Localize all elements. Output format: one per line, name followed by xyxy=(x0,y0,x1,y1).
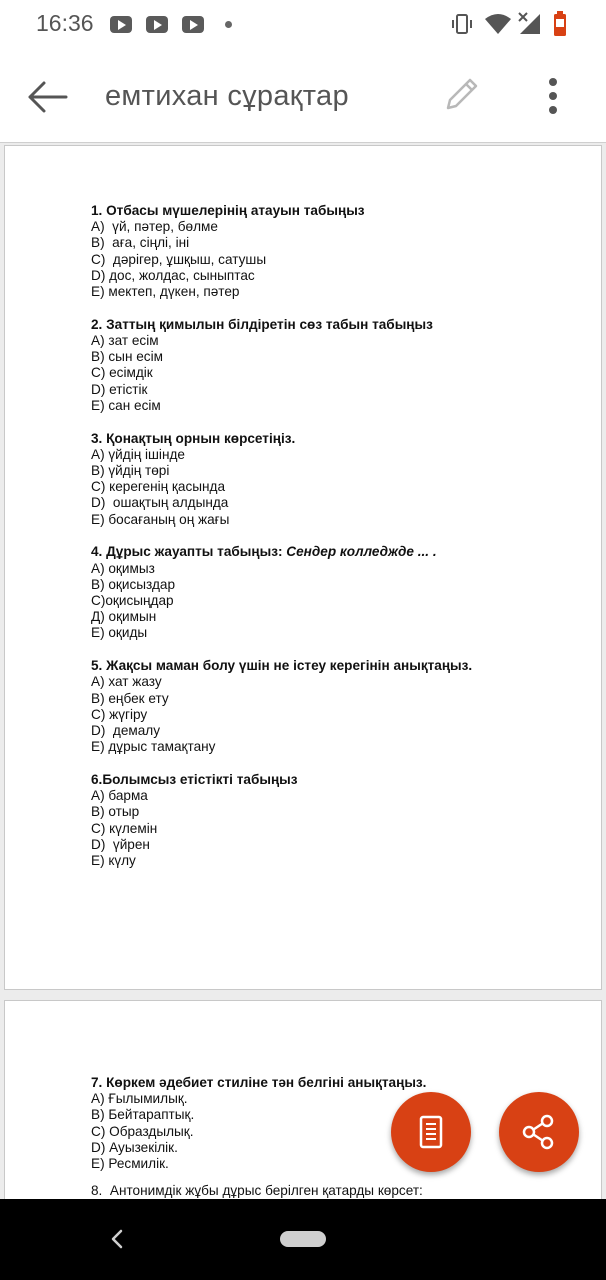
page-title: емтихан сұрақтар xyxy=(105,80,349,112)
answer-option: Е) Ресмилік. xyxy=(91,1156,169,1172)
document-list-button[interactable] xyxy=(391,1092,471,1172)
answer-option: В) аға, сіңлі, іні xyxy=(91,235,190,251)
question-title: 5. Жақсы маман болу үшін не істеу керегінін анықтаңыз. xyxy=(91,658,473,674)
question-list-page-2 xyxy=(91,1075,426,1199)
question-title-text: 4. Дұрыс жауапты табыңыз: xyxy=(91,544,287,560)
answer-option: В) Бейтараптық. xyxy=(91,1107,195,1123)
answer-option: А) хат жазу xyxy=(91,674,162,690)
system-navigation-bar xyxy=(0,1199,606,1280)
answer-option: Е) мектеп, дүкен, пәтер xyxy=(91,284,240,300)
answer-option: D) Ауызекілік. xyxy=(91,1139,178,1155)
share-icon xyxy=(519,1112,559,1152)
back-arrow-icon[interactable] xyxy=(24,74,70,120)
answer-option: Д) оқимын xyxy=(91,609,157,625)
answer-option: D) дос, жолдас, сыныптас xyxy=(91,267,255,283)
question-2 xyxy=(91,317,472,414)
question-title: 7. Көркем әдебиет стиліне тән белгіні анықтаңыз. xyxy=(91,1075,427,1090)
answer-option: В) отыр xyxy=(91,804,140,820)
more-notifications-dot-icon xyxy=(225,21,232,28)
answer-option: С) жүгіру xyxy=(91,706,148,722)
question-list xyxy=(91,203,472,886)
question-title-italic: Сендер колледжде ... . xyxy=(286,544,437,560)
answer-option: С) есімдік xyxy=(91,365,153,381)
youtube-notification-icon xyxy=(182,16,204,33)
answer-option: D) етістік xyxy=(91,381,148,397)
answer-option: С) Образдылық. xyxy=(91,1123,194,1139)
battery-icon xyxy=(552,10,568,38)
question-title: 1. Отбасы мүшелерінің атауын табыңыз xyxy=(91,203,365,218)
youtube-notification-icon xyxy=(146,16,168,33)
answer-option: Е) оқиды xyxy=(91,625,148,641)
answer-option: D) ошақтың алдында xyxy=(91,495,229,511)
question-5 xyxy=(91,658,472,755)
status-time: 16:36 xyxy=(36,10,94,36)
answer-option: Е) сан есім xyxy=(91,397,161,413)
answer-option: D) үйрен xyxy=(91,836,150,852)
answer-option: Е) дұрыс тамақтану xyxy=(91,739,216,755)
pencil-icon[interactable] xyxy=(440,74,482,116)
answer-option: С) керегенің қасында xyxy=(91,479,226,495)
question-6 xyxy=(91,772,472,869)
nav-back-icon[interactable] xyxy=(108,1229,126,1249)
wifi-icon xyxy=(484,12,512,36)
signal-icon xyxy=(516,10,542,36)
answer-option: В) сын есім xyxy=(91,349,163,365)
youtube-notification-icon xyxy=(110,16,132,33)
question-7 xyxy=(91,1075,426,1172)
question-3 xyxy=(91,431,472,528)
answer-option: С) күлемін xyxy=(91,820,158,836)
question-1 xyxy=(91,203,472,300)
home-pill-button[interactable] xyxy=(280,1231,326,1247)
answer-option: Е) күлу xyxy=(91,853,136,869)
answer-option: С) дәрігер, ұшқыш, сатушы xyxy=(91,251,267,267)
vibrate-icon xyxy=(450,12,474,36)
app-bar xyxy=(0,50,606,143)
question-8-title-partial: 8. Антонимдік жұбы дұрыс берілген қатарды көрсет: xyxy=(91,1182,423,1198)
answer-option: А) үй, пәтер, бөлме xyxy=(91,219,218,235)
answer-option: В) оқисыздар xyxy=(91,576,176,592)
answer-option: С)оқисыңдар xyxy=(91,593,174,609)
status-bar xyxy=(0,0,606,50)
question-title: 2. Заттың қимылын білдіретін сөз табын табыңыз xyxy=(91,316,433,332)
document-page-1[interactable] xyxy=(4,145,602,990)
question-title xyxy=(91,544,472,560)
answer-option: А) үйдің ішінде xyxy=(91,446,185,462)
answer-option: D) демалу xyxy=(91,723,161,739)
answer-option: А) оқимыз xyxy=(91,560,155,576)
question-4 xyxy=(91,544,472,641)
question-title: 3. Қонақтың орнын көрсетіңіз. xyxy=(91,430,296,446)
document-icon xyxy=(411,1112,451,1152)
answer-option: А) Ғылымилық. xyxy=(91,1091,188,1107)
answer-option: Е) босағаның оң жағы xyxy=(91,511,230,527)
answer-option: А) зат есім xyxy=(91,333,159,349)
answer-option: В) үйдің төрі xyxy=(91,463,170,479)
share-button[interactable] xyxy=(499,1092,579,1172)
question-title: 6.Болымсыз етістікті табыңыз xyxy=(91,772,298,788)
answer-option: В) еңбек ету xyxy=(91,690,169,706)
more-vert-icon[interactable] xyxy=(538,76,568,118)
answer-option: А) барма xyxy=(91,788,148,804)
